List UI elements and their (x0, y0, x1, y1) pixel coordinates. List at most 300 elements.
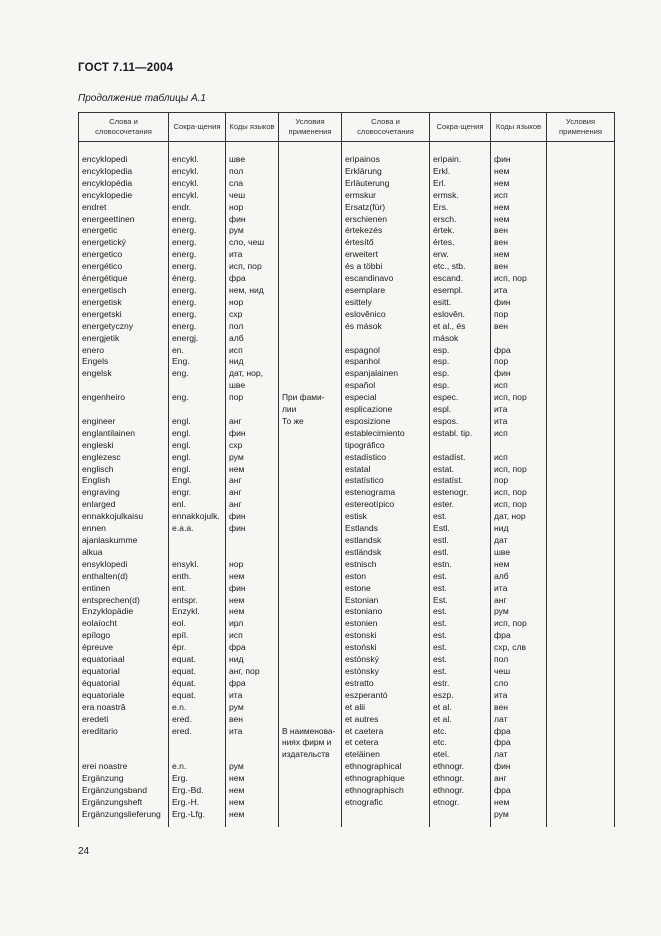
table-cell-line (282, 559, 339, 571)
table-cell-line (282, 714, 339, 726)
header-left-abbreviations: Сокра-щения (169, 113, 226, 142)
table-cell-line (172, 535, 225, 547)
table-cell-line: estisk (345, 511, 367, 522)
table-cell-line: estländsk (345, 546, 382, 557)
table-cell-line: esitt. (433, 296, 452, 307)
table-cell-line (433, 440, 490, 452)
table-cell-line: énergétique (82, 273, 128, 284)
table-cell-line: ита (494, 404, 508, 415)
table-cell-line: estratto (345, 677, 374, 688)
table-cell-line: исп, пор (494, 499, 527, 510)
table-cell-line: engl. (172, 451, 191, 462)
table-cell-line: вен (229, 713, 243, 724)
table-cell-line: energetski (82, 308, 122, 319)
table-cell-line (282, 464, 339, 476)
table-cell-line (282, 535, 339, 547)
table-cell-line: исп, пор (229, 261, 262, 272)
table-cell-line: лат (494, 713, 508, 724)
table-cell-line: нем (229, 808, 245, 819)
table-cell-line: пол (229, 165, 244, 176)
table-cell-line: вен (494, 237, 508, 248)
table-cell-line: estonien (345, 618, 378, 629)
table-cell-line: нем (494, 249, 510, 260)
table-cell-line (282, 487, 339, 499)
table-cell-line: espanhol (345, 356, 380, 367)
table-cell-line (282, 154, 339, 166)
table-cell-line: Erg.-H. (172, 796, 200, 807)
table-cell-line (282, 321, 339, 333)
header-left-conditions: Условия применения (279, 113, 342, 142)
table-cell-line: сло (494, 677, 509, 688)
table-cell-line: entspr. (172, 594, 198, 605)
table-cell-line: исп (494, 451, 508, 462)
table-cell-line (282, 785, 339, 797)
table-cell-line: eol. (172, 618, 186, 629)
table-cell-line (282, 690, 339, 702)
table-cell-line (282, 309, 339, 321)
table-cell-line: estatíst. (433, 475, 464, 486)
table-cell-line: ниях фирм и (282, 737, 332, 748)
table-cell-line: español (345, 380, 376, 391)
table-cell-line: Ergänzungsheft (82, 796, 143, 807)
table-cell-line: enlarged (82, 499, 116, 510)
table-cell-line: encykl. (172, 165, 199, 176)
table-cell-line: esp. (433, 356, 450, 367)
table-cell-line: шве (229, 380, 246, 391)
table-cell-line: анг (229, 475, 242, 486)
table-cell-line: фин (229, 511, 246, 522)
table-cell-line: energ. (172, 249, 197, 260)
table-cell-line: englisch (82, 463, 114, 474)
table-cell-line: e.n. (172, 701, 187, 712)
table-cell-line: схр, слв (494, 642, 527, 653)
table-cell-line: фра (229, 677, 246, 688)
table-cell-line: ensykl. (172, 558, 199, 569)
table-cell-line: enl. (172, 499, 186, 510)
table-cell-line: est. (433, 630, 447, 641)
table-cell-line: пор (494, 475, 509, 486)
table-cell-line: Estonian (345, 594, 379, 605)
left-conditions-column (279, 142, 342, 827)
table-cell-line: estadíst. (433, 451, 466, 462)
table-cell-line: рум (229, 225, 244, 236)
table-cell-line: ита (229, 689, 243, 700)
table-cell-line: estereotípico (345, 499, 395, 510)
table-cell-line (282, 678, 339, 690)
table-cell-line: energetic (82, 225, 118, 236)
table-cell-line: вен (494, 225, 508, 236)
table-cell-line: estónsky (345, 665, 379, 676)
table-cell-line: tipográfico (345, 439, 385, 450)
table-cell-line: лии (282, 404, 297, 415)
table-cell-line (282, 666, 339, 678)
table-cell-line: espec. (433, 392, 459, 403)
table-cell-line: et al., és (433, 320, 466, 331)
table-cell-line: esposizione (345, 415, 391, 426)
table-cell-line: entsprechen(d) (82, 594, 140, 605)
table-cell-line: нем (229, 606, 245, 617)
table-cell-line: energético (82, 261, 123, 272)
table-cell-line (282, 345, 339, 357)
table-cell-line (282, 583, 339, 595)
table-cell-line: energ. (172, 320, 197, 331)
table-cell-line: пор (229, 392, 244, 403)
table-cell-line: пол (494, 654, 509, 665)
table-cell-line: energ. (172, 296, 197, 307)
table-cell-line: estatal (345, 463, 371, 474)
document-header: ГОСТ 7.11—2004 (78, 62, 174, 74)
table-cell-line (282, 202, 339, 214)
table-cell-line: исп, пор (494, 392, 527, 403)
table-cell-line (282, 571, 339, 583)
table-cell-line: нем (494, 213, 510, 224)
table-cell-line: исп, пор (494, 618, 527, 629)
table-cell-line (282, 523, 339, 535)
table-cell-line: épr. (172, 642, 187, 653)
table-cell-line: нем (229, 570, 245, 581)
table-cell-line: etc. (433, 725, 447, 736)
table-cell-line: e.a.a. (172, 523, 194, 534)
table-cell-line: анг, пор (229, 665, 260, 676)
table-cell-line: estr. (433, 677, 450, 688)
table-cell-line: фра (229, 642, 246, 653)
table-cell-line: értek. (433, 225, 455, 236)
table-cell-line: ereditario (82, 725, 118, 736)
table-cell-line: ита (229, 725, 243, 736)
table-cell-line: estenograma (345, 487, 396, 498)
table-cell-line: eripainos (345, 154, 380, 164)
table-cell-line: esemplare (345, 284, 386, 295)
table-cell-line (282, 499, 339, 511)
table-cell-line: espagnol (345, 344, 380, 355)
table-cell-line: energ. (172, 237, 197, 248)
table-cell-line: estoniano (345, 606, 383, 617)
table-cell-line: ered. (172, 713, 192, 724)
table-cell-line: нор (229, 201, 244, 212)
table-cell-line (172, 547, 225, 559)
table-cell-line: рум (229, 451, 244, 462)
table-cell-line (229, 737, 278, 749)
table-cell-line (494, 440, 546, 452)
table-cell-line: et al. (433, 713, 452, 724)
left-codes-column (226, 142, 279, 827)
table-cell-line: enero (82, 344, 104, 355)
table-cell-line: est. (433, 642, 447, 653)
table-cell-line (345, 333, 429, 345)
table-cell-line: endr. (172, 201, 192, 212)
table-cell-line (282, 214, 339, 226)
table-cell-line: схр (229, 308, 243, 319)
table-cell-line: encyklopedi (82, 154, 128, 164)
table-cell-line: estnisch (345, 558, 377, 569)
table-cell-line: erw. (433, 249, 449, 260)
table-cell-line: исп (494, 189, 508, 200)
table-cell-line (282, 368, 339, 380)
table-cell-line: исп, пор (494, 463, 527, 474)
table-cell-line: фин (494, 154, 511, 164)
table-cell-line: фра (494, 737, 511, 748)
table-cell-line: engraving (82, 487, 120, 498)
table-cell-line: чеш (229, 189, 246, 200)
table-cell-line: Engels (82, 356, 109, 367)
table-cell-line: estlandsk (345, 535, 382, 545)
table-cell-line: пол (229, 320, 244, 331)
table-cell-line: és mások (345, 320, 382, 331)
table-cell-line: eston (345, 570, 367, 581)
table-cell-line: алб (494, 570, 509, 581)
abbreviation-table-container (78, 112, 614, 827)
table-header-row (79, 113, 615, 142)
table-cell-line: Estl. (433, 523, 450, 534)
table-cell-line: ersch. (433, 213, 457, 224)
table-cell-line: entinen (82, 582, 111, 593)
table-cell-line: estadístico (345, 451, 387, 462)
table-cell-line: анг (229, 487, 242, 498)
right-words-column (342, 142, 430, 827)
table-cell-line: et cetera (345, 737, 379, 748)
table-cell-line: ester. (433, 499, 455, 510)
table-cell-line (282, 618, 339, 630)
table-cell-line: нем (494, 165, 510, 176)
table-cell-line: исп (494, 380, 508, 391)
table-cell-line: Erg.-Lfg. (172, 808, 205, 819)
table-cell-line: фра (494, 725, 511, 736)
table-cell-line: escandinavo (345, 273, 394, 284)
table-cell-line: исп (229, 630, 243, 641)
table-cell-line (172, 404, 225, 416)
table-cell-line: ethnographical (345, 761, 402, 772)
table-cell-line: ensyklopedi (82, 558, 128, 569)
table-cell-line: В наименова- (282, 725, 336, 736)
right-abbreviations-column (430, 142, 491, 827)
table-cell-line: Erl. (433, 177, 446, 188)
table-cell-line: исп (494, 427, 508, 438)
table-caption: Продолжение таблицы А.1 (78, 93, 206, 104)
table-cell-line: et al. (433, 701, 452, 712)
table-cell-line: ermsk. (433, 189, 459, 200)
table-cell-line: нид (229, 654, 244, 665)
table-cell-line: ethnographisch (345, 785, 404, 796)
table-cell-line: englezesc (82, 451, 121, 462)
table-cell-line: фин (494, 368, 511, 379)
table-cell-line: estenogr. (433, 487, 469, 498)
table-cell-line: engineer (82, 415, 116, 426)
table-cell-line: engr. (172, 487, 192, 498)
table-cell-line (282, 606, 339, 618)
table-cell-line: нем (494, 796, 510, 807)
table-cell-line: нем (494, 201, 510, 212)
table-cell-line: engenheiro (82, 392, 126, 403)
table-cell-line (282, 428, 339, 440)
table-cell-line: анг (494, 773, 507, 784)
table-cell-line (282, 225, 339, 237)
table-cell-line: estn. (433, 558, 452, 569)
table-cell-line: Ers. (433, 201, 449, 212)
table-cell-line: исп, пор (494, 487, 527, 498)
table-cell-line: engl. (172, 463, 191, 474)
table-cell-line: нем (229, 773, 245, 784)
table-cell-line: értes. (433, 237, 455, 248)
table-cell-line (82, 749, 168, 761)
left-words-column (79, 142, 169, 827)
table-cell-line (282, 511, 339, 523)
table-cell-line (282, 273, 339, 285)
table-cell-line: фра (494, 630, 511, 641)
table-cell-line: исп (229, 344, 243, 355)
table-cell-line: чеш (494, 665, 511, 676)
table-cell-line: estonski (345, 630, 377, 641)
table-cell-line: шве (494, 546, 511, 557)
table-cell-line: équat. (172, 677, 196, 688)
table-cell-line (282, 547, 339, 559)
table-cell-line: esp. (433, 344, 450, 355)
table-cell-line (282, 761, 339, 773)
table-cell-line (282, 380, 339, 392)
table-cell-line: estatístico (345, 475, 384, 486)
table-cell-line (282, 452, 339, 464)
table-cell-line: energeettinen (82, 213, 135, 224)
table-cell-line: estoński (345, 642, 377, 653)
table-cell-line: ennen (82, 523, 106, 534)
table-cell-line: нем (494, 558, 510, 569)
table-cell-line: Enzykl. (172, 606, 200, 617)
table-cell-line: вен (494, 701, 508, 712)
table-cell-line: és a többi (345, 261, 383, 272)
table-cell-line: est. (433, 570, 447, 581)
table-body-row (79, 142, 615, 827)
table-cell-line: ита (494, 284, 508, 295)
table-cell-line: energjetik (82, 332, 120, 343)
table-cell-line: ajanlaskumme (82, 535, 138, 545)
table-cell-line: engelsk (82, 368, 112, 379)
table-cell-line: equat. (172, 689, 196, 700)
table-cell-line: értesítő (345, 237, 374, 248)
table-cell-line: ethnogr. (433, 785, 465, 796)
table-cell-line: energetisk (82, 296, 122, 307)
header-right-words: Слова и словосочетания (342, 113, 430, 142)
table-cell-line: пор (494, 308, 509, 319)
table-cell-line: вен (494, 261, 508, 272)
table-cell-line (172, 749, 225, 761)
table-cell-line: equatoriaal (82, 654, 125, 665)
table-cell-line: ennakkojulkaisu (82, 511, 144, 522)
table-cell-line: При фами- (282, 392, 325, 403)
table-cell-line: encykl. (172, 189, 199, 200)
table-cell-line (282, 190, 339, 202)
table-cell-line: Erg.-Bd. (172, 785, 204, 796)
table-cell-line: нор (229, 558, 244, 569)
table-cell-line: ита (494, 582, 508, 593)
table-cell-line: era noastră (82, 701, 126, 712)
table-cell-line: рум (494, 808, 509, 819)
table-cell-line: Est. (433, 594, 448, 605)
table-cell-line: дат, нор (494, 511, 526, 522)
table-cell-line (282, 356, 339, 368)
table-cell-line: engl. (172, 427, 191, 438)
table-cell-line: est. (433, 665, 447, 676)
right-conditions-column (547, 142, 615, 827)
table-cell-line: equat. (172, 654, 196, 665)
table-cell-line: нем, нид (229, 284, 264, 295)
table-cell-line: Erg. (172, 773, 188, 784)
table-cell-line: Ergänzungsband (82, 785, 147, 796)
table-cell-line: сла (229, 177, 244, 188)
table-cell-line: рум (494, 606, 509, 617)
table-cell-line: То же (282, 415, 304, 426)
table-cell-line: encykl. (172, 154, 199, 164)
table-cell-line (229, 749, 278, 761)
table-cell-line: ent. (172, 582, 187, 593)
table-cell-line: English (82, 475, 111, 486)
table-cell-line: ethnographique (345, 773, 405, 784)
table-cell-line (229, 404, 278, 416)
table-cell-line (494, 333, 546, 345)
table-cell-line: ethnogr. (433, 773, 465, 784)
table-cell-line (282, 773, 339, 785)
table-cell-line (282, 166, 339, 178)
table-cell-line: estónský (345, 654, 379, 665)
table-cell-line: espos. (433, 415, 459, 426)
table-cell-line: Estlands (345, 523, 378, 534)
table-cell-line: etc. (433, 737, 447, 748)
table-cell-line (282, 654, 339, 666)
table-cell-line: ита (494, 689, 508, 700)
table-cell-line (282, 642, 339, 654)
table-cell-line: energj. (172, 332, 199, 343)
table-cell-line: equatoriale (82, 689, 125, 700)
left-abbreviations-column (169, 142, 226, 827)
table-cell-line: анг (229, 499, 242, 510)
table-cell-line: Erläuterung (345, 177, 390, 188)
table-cell-line: especial (345, 392, 377, 403)
table-cell-line: пор (494, 356, 509, 367)
right-codes-column (491, 142, 547, 827)
table-cell-line: eteläinen (345, 749, 380, 760)
table-cell-line: eszperantó (345, 689, 388, 700)
table-cell-line: анг (494, 594, 507, 605)
table-cell-line: esempl. (433, 284, 464, 295)
table-cell-line: estone (345, 582, 371, 593)
table-cell-line: нем (494, 177, 510, 188)
table-cell-line: erweitert (345, 249, 378, 260)
table-cell-line: фин (229, 523, 246, 534)
table-cell-line: encyklopedia (82, 165, 133, 176)
table-cell-line: équatorial (82, 677, 120, 688)
table-cell-line: нем (229, 463, 245, 474)
table-cell-line: esittely (345, 296, 372, 307)
table-cell-line: Engl. (172, 475, 192, 486)
table-cell-line: est. (433, 606, 447, 617)
header-left-words: Слова и словосочетания (79, 113, 169, 142)
table-cell-line (82, 404, 168, 416)
table-cell-line: establecimiento (345, 427, 405, 438)
table-cell-line: etc., stb. (433, 261, 466, 272)
table-cell-line: establ. tip. (433, 427, 473, 438)
table-cell-line: нор (229, 296, 244, 307)
table-cell-line: eslovên. (433, 308, 466, 319)
table-cell-line: enth. (172, 570, 192, 581)
table-cell-line: escand. (433, 273, 464, 284)
table-cell-line: enthalten(d) (82, 570, 128, 581)
table-cell-line: est. (433, 618, 447, 629)
table-cell-line: Ergänzung (82, 773, 124, 784)
page-number: 24 (78, 846, 90, 857)
table-cell-line: engl. (172, 439, 191, 450)
table-cell-line: фра (494, 785, 511, 796)
table-cell-line: eng. (172, 392, 189, 403)
table-cell-line: mások (433, 332, 459, 343)
table-cell-line: esp. (433, 368, 450, 379)
